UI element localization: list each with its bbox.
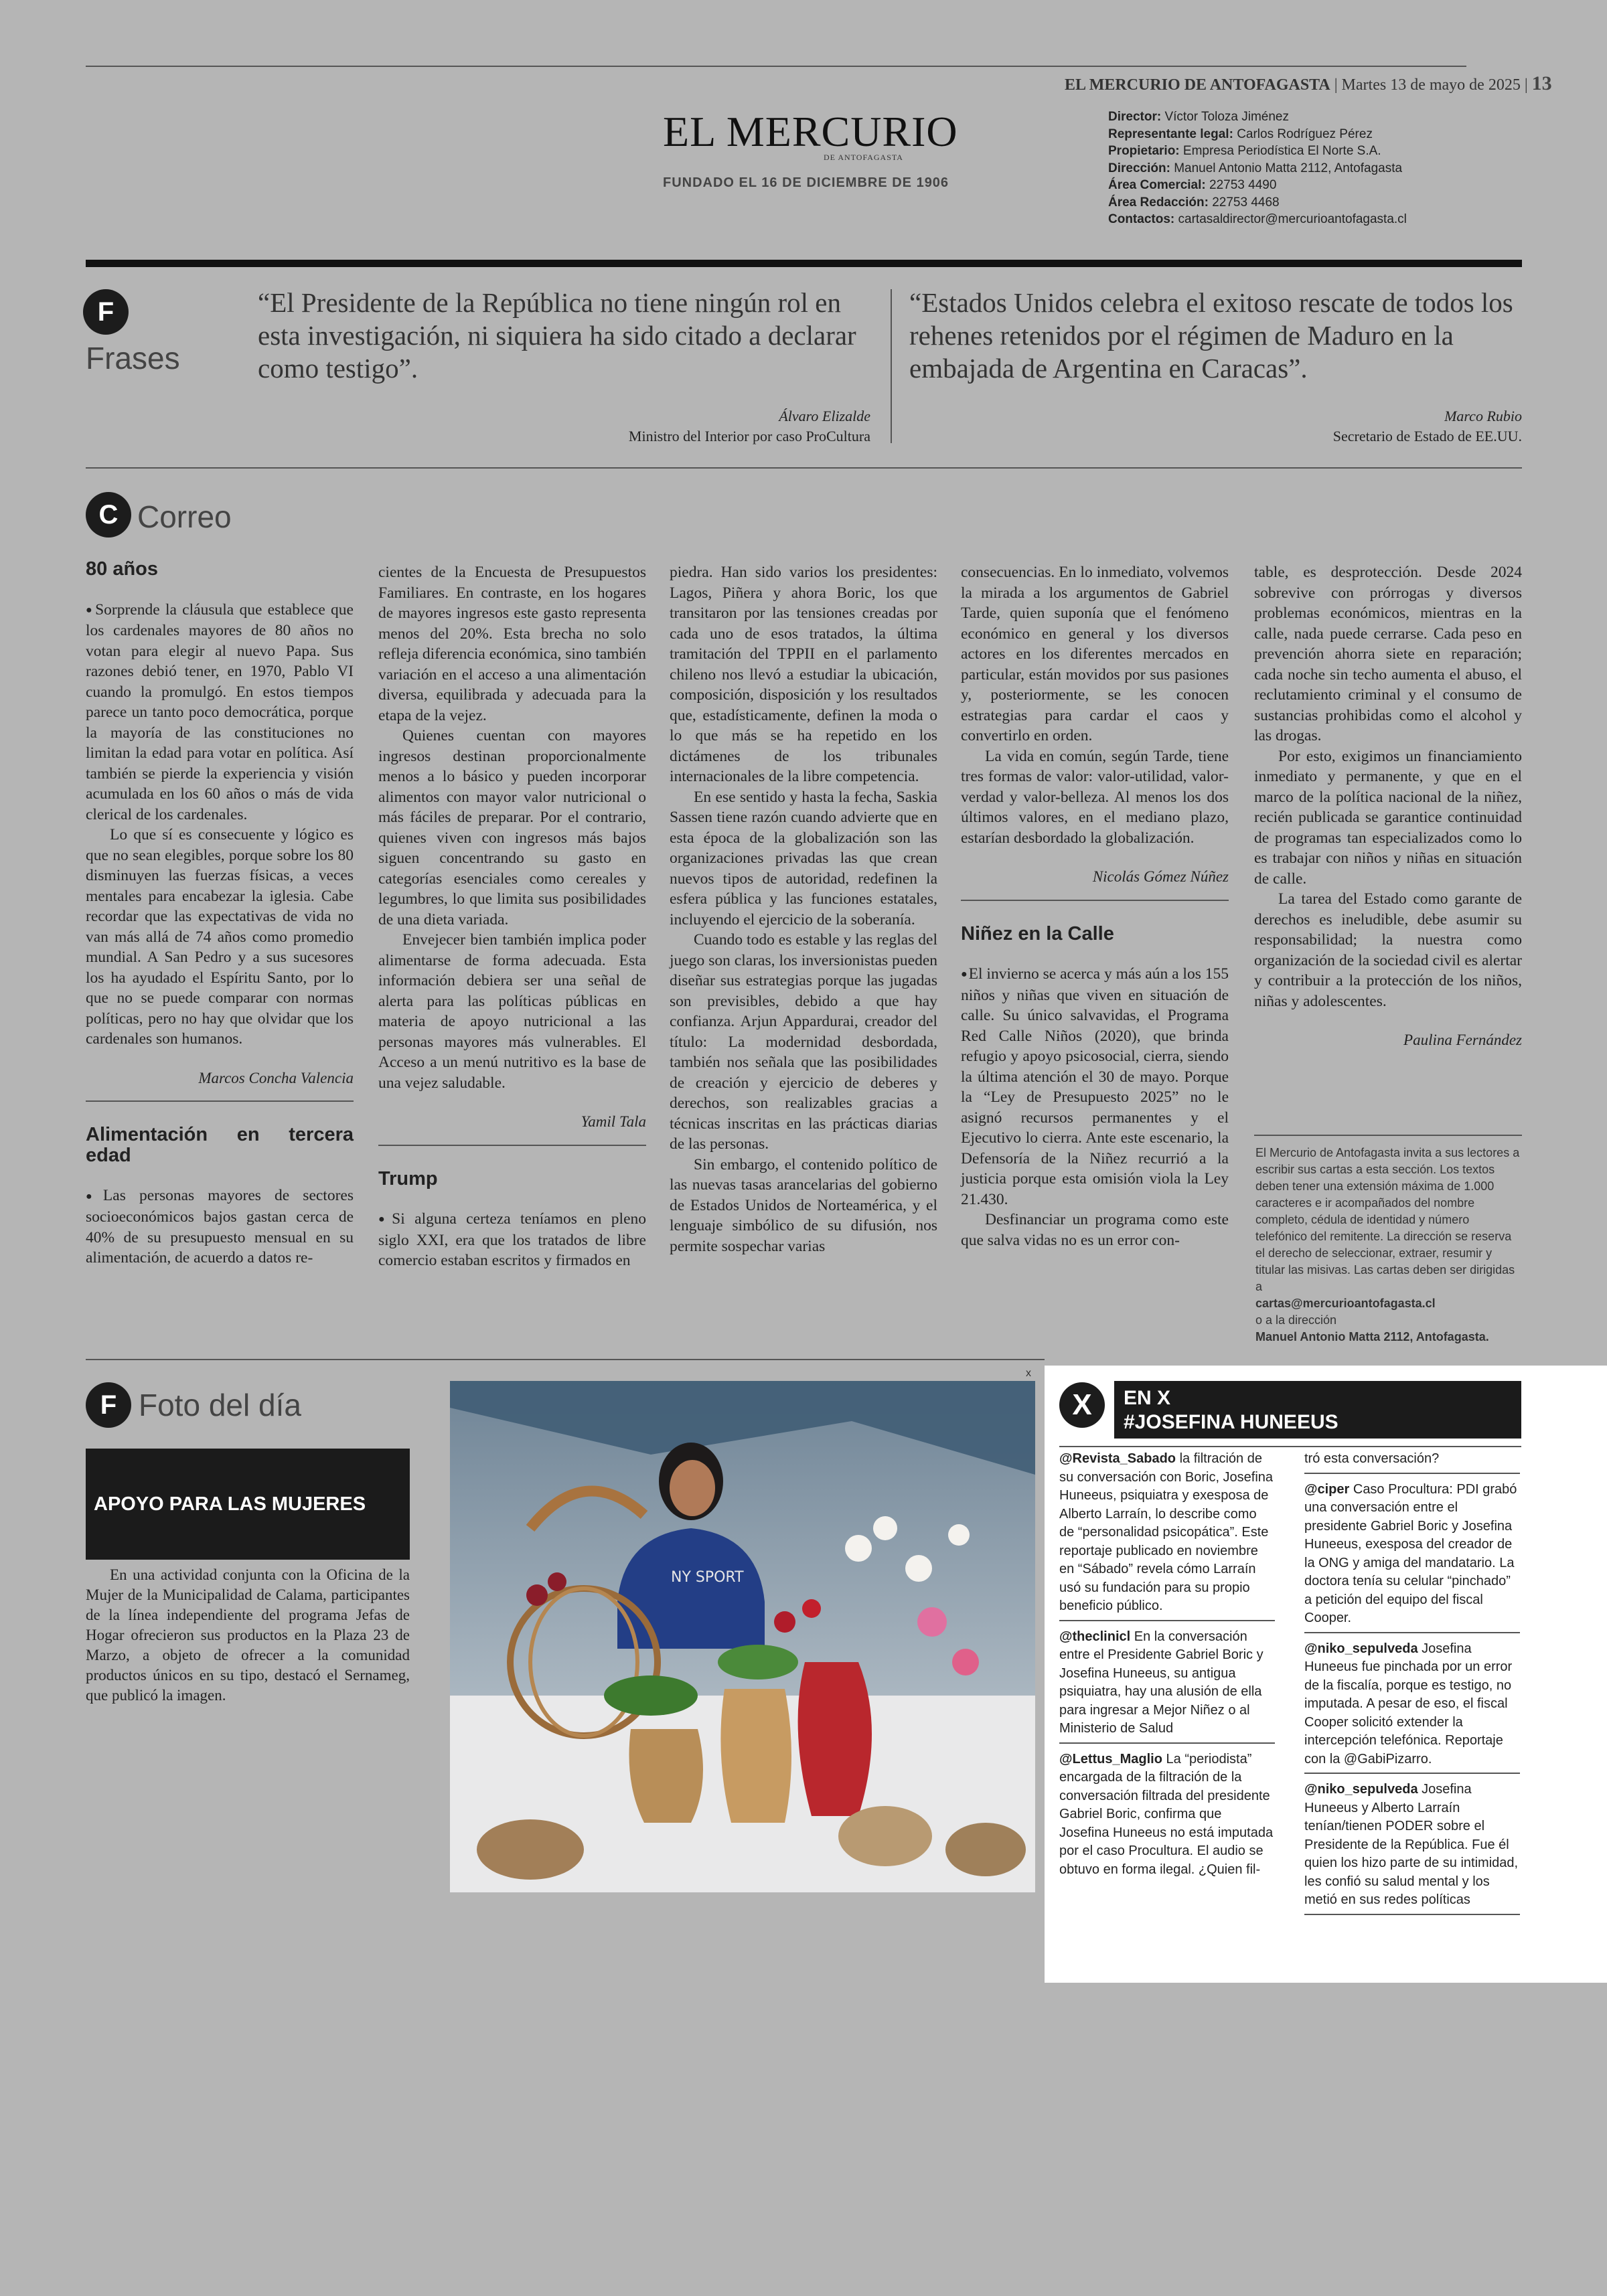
staff-line bbox=[1108, 177, 1407, 194]
frases-title: Frases bbox=[86, 341, 180, 376]
tweet-handle-link[interactable]: @ciper bbox=[1304, 1481, 1350, 1497]
tweet bbox=[1304, 1778, 1520, 1915]
letter-paragraph: Cuando todo es estable y las reglas del juego son claras, los inversionistas pueden diseñar sus estrategias porque las jugadas son previsibles, debido a que hay confianza. Arjun Appardurai, creador del título: La modernidad desbordada, también nos señala que las posibilidades de creación y ejercicio de deberes y derechos, son realizables gracias a técnicas inscritas en las prácticas diarias de las personas. bbox=[670, 931, 937, 1153]
tweet-handle-link[interactable]: @Lettus_Maglio bbox=[1059, 1751, 1162, 1767]
note-text: El Mercurio de Antofagasta invita a sus lectores a escribir sus cartas a esta sección. Los textos deben tener una extensión máxima de 1.000 caracteres e ir acompañados del nombre completo, cédula de identidad y número telefónico del remitente. La dirección se reserva el derecho de seleccionar, extraer, resumir y titular las misivas. Las cartas deben ser dirigidas a bbox=[1255, 1146, 1520, 1293]
staff-label: Dirección: bbox=[1108, 161, 1170, 175]
photo-of-the-day bbox=[450, 1381, 1035, 1892]
masthead-logo-sub: DE ANTOFAGASTA bbox=[824, 153, 903, 162]
page-number: 13 bbox=[1531, 72, 1552, 94]
tweet-handle-link[interactable]: @Revista_Sabado bbox=[1059, 1451, 1176, 1466]
shirt-text: NY SPORT bbox=[671, 1569, 744, 1586]
staff-label: Área Redacción: bbox=[1108, 195, 1209, 210]
masthead-thick-rule bbox=[86, 260, 1522, 267]
letters-submission-note bbox=[1255, 1145, 1523, 1345]
letter-paragraph: Sin embargo, el contenido político de las nuevas tasas arancelarias del gobierno de Estados Unidos de Norteamérica, y el lenguaje simbólico de su difusión, nos permite sospechar varias bbox=[670, 1155, 937, 1255]
tweet bbox=[1304, 1637, 1520, 1775]
tweet-handle-link[interactable]: @niko_sepulveda bbox=[1304, 1782, 1418, 1797]
tweet-text: la filtración de su conversación con Boric, Josefina Huneeus, psiquiatra y exesposa de Alberto Larraín, lo describe como de “personalidad psicopática”. Este reportaje publicado en noviembre en “Sábado” revela cómo Larraín usó su fundación para su propio beneficio público. bbox=[1059, 1451, 1274, 1613]
letter-paragraph: ● Las personas mayores de sectores socioeconómicos bajos gastan cerca de 40% de su presupuesto mensual en su alimentación, de acuerdo a datos re- bbox=[86, 1185, 354, 1268]
quote-1: “El Presidente de la República no tiene ningún rol en esta investigación, ni siquiera ha sido citado a declarar como testigo”. bbox=[258, 287, 856, 384]
foto-badge: F bbox=[86, 1382, 131, 1428]
letter-paragraph: En ese sentido y hasta la fecha, Saskia Sassen tiene razón cuando advierte que en esta época de la globalización son las organizaciones privadas las que crean nuevos tipos de autoridad, redefinen la esfera pública y las funciones estatales, incluyendo el ejercicio de la soberanía. bbox=[670, 788, 937, 928]
staff-label: Director: bbox=[1108, 110, 1162, 124]
staff-label: Área Comercial: bbox=[1108, 178, 1206, 192]
staff-box bbox=[1108, 108, 1407, 228]
close-icon[interactable]: x bbox=[1026, 1368, 1031, 1379]
staff-label: Representante legal: bbox=[1108, 127, 1233, 141]
letter-paragraph: table, es desprotección. Desde 2024 sobrevive con prórrogas y diversos problemas económicos, mientras en la calle, nada puede cerrarse. Cada peso en prevención ahorra siete en reparación; cada noche sin techo aumenta el abuso, el reclutamiento criminal y el consumo de sustancias prohibidas como el alcohol y las drogas. bbox=[1254, 564, 1522, 744]
correo-badge: C bbox=[86, 492, 131, 538]
photo-headline: APOYO PARA LAS MUJERES bbox=[86, 1449, 410, 1560]
letter-paragraph: Por esto, exigimos un financiamiento inmediato y permanente, y que en el marco de la política nacional de la niñez, recién publicada se garantice continuidad de programas tan especializados como lo es trabajar con niños y niñas en situación de calle. bbox=[1254, 747, 1522, 888]
staff-value: 22753 4490 bbox=[1209, 178, 1277, 192]
letters-column-5 bbox=[1254, 562, 1522, 1063]
letter-paragraph: Lo que sí es consecuente y lógico es que no sean elegibles, porque sobre los 80 disminuyen las fuerzas físicas, a veces mentales para encabezar la iglesia. Cabe recordar que las expectativas de vida no van más allá de 74 años como promedio mundial. A San Pedro y a sus sucesores los ha ayudado el Espíritu Santo, por lo que no se puede comparar con normas políticas, pero no hay que olvidar que los cardenales son humanos. bbox=[86, 826, 354, 1048]
letter-paragraph: piedra. Han sido varios los presidentes: Lagos, Piñera y ahora Boric, los que transitaron por las tensiones creadas por cada uno de esos tratados, la última tramitación del TPPII en el parlamento chileno nos llevó a estudiar la ubicación, composición, disposición y los resultados que, estadísticamente, definen la moda o lo que más se ha repetido en los dictámenes de los tribunales internacionales de la libre competencia. bbox=[670, 564, 937, 785]
top-rule bbox=[86, 66, 1466, 67]
letter-signature: Yamil Tala bbox=[581, 1113, 646, 1130]
frases-badge: F bbox=[83, 289, 129, 335]
foto-title: Foto del día bbox=[139, 1388, 301, 1422]
note-email-link[interactable]: cartas@mercurioantofagasta.cl bbox=[1255, 1297, 1436, 1310]
quote-2-attribution bbox=[1120, 406, 1522, 446]
letters-column-3 bbox=[670, 562, 937, 1256]
founded-line: FUNDADO EL 16 DE DICIEMBRE DE 1906 bbox=[663, 175, 949, 190]
staff-value: Manuel Antonio Matta 2112, Antofagasta bbox=[1174, 161, 1403, 175]
quote-1-attribution bbox=[469, 406, 870, 446]
letter-paragraph: ● El invierno se acerca y más aún a los 155 niños y niñas que viven en situación de calle. Su único salvavidas, el Programa Red Calle Niños (2020), que brinda refugio y apoyo psicosocial, cierra, siendo la última atención el 30 de mayo. Porque la “Ley de Presupuesto 2025” no le asignó recursos permanentes y el Ejecutivo lo cierra. Ante este escenario, la Defensoría de la Niñez recurrió a la justicia porque esta omisión viola la Ley 21.430. bbox=[961, 964, 1229, 1210]
staff-label: Contactos: bbox=[1108, 212, 1175, 226]
quote-2-author: Marco Rubio bbox=[1444, 408, 1522, 424]
quote-2: “Estados Unidos celebra el exitoso rescate de todos los rehenes retenidos por el régimen de Maduro en la embajada de Argentina en Caracas”. bbox=[909, 287, 1513, 384]
note-address: Manuel Antonio Matta 2112, Antofagasta. bbox=[1255, 1330, 1489, 1343]
en-x-header bbox=[1114, 1381, 1521, 1439]
staff-line bbox=[1108, 108, 1407, 126]
issue-date: Martes 13 de mayo de 2025 bbox=[1341, 76, 1521, 94]
frases-divider bbox=[891, 289, 892, 443]
tweet-text: Josefina Huneeus y Alberto Larraín tenían/tienen PODER sobre el Presidente de la República. Fue él quien los hizo parte de su intimidad, les confió su salud mental y los metió en sus redes políticas bbox=[1304, 1782, 1519, 1907]
tweet bbox=[1059, 1748, 1275, 1884]
staff-label: Propietario: bbox=[1108, 144, 1180, 158]
tweet-text: En la conversación entre el Presidente Gabriel Boric y Josefina Huneeus, su antigua psiquiatra, hay una alusión de ella para ingresar a Mejor Niñez o al Ministerio de Salud bbox=[1059, 1629, 1264, 1736]
tweet-text: Josefina Huneeus fue pinchada por un error de la fiscalía, porque es testigo, no imputada. A pesar de eso, el fiscal Cooper solicitó extender la intercepción telefónica. Reportaje con la @GabiPizarro. bbox=[1304, 1641, 1513, 1767]
staff-line bbox=[1108, 126, 1407, 143]
paper-name: EL MERCURIO DE ANTOFAGASTA bbox=[1065, 76, 1330, 94]
en-x-title-line1: EN X bbox=[1124, 1387, 1171, 1409]
letter-heading-80-anos: 80 años bbox=[86, 558, 158, 580]
letters-column-4 bbox=[961, 562, 1229, 1250]
letter-paragraph: cientes de la Encuesta de Presupuestos Familiares. En contraste, en los hogares de mayores ingresos este gasto representa menos del 20%. Esta brecha no solo refleja diferencia económica, sino también variación en el acceso a una alimentación diversa, equilibrada y adecuada para la etapa de la vejez. bbox=[378, 564, 646, 724]
letters-column-2 bbox=[378, 562, 646, 1271]
tweet-handle-link[interactable]: @niko_sepulveda bbox=[1304, 1641, 1418, 1656]
letter-signature: Marcos Concha Valencia bbox=[198, 1069, 354, 1086]
letter-signature: Paulina Fernández bbox=[1403, 1032, 1522, 1048]
tweet-text: La “periodista” encargada de la filtración de la conversación filtrada del presidente Gabriel Boric, confirma que Josefina Huneeus no está imputada por el caso Procultura. El audio se obtuvo en forma ilegal. ¿Quien fil- bbox=[1059, 1751, 1274, 1877]
letter-heading-ninez: Niñez en la Calle bbox=[961, 922, 1114, 945]
letter-paragraph: Quienes cuentan con mayores ingresos destinan proporcionalmente menos a lo básico y pueden incorporar alimentos con mayor valor nutricional o más fáciles de preparar. Por el contrario, quienes viven con ingresos más bajos siguen concentrando su gasto en categorías esenciales como cereales y legumbres, lo que limita sus posibilidades de una dieta variada. bbox=[378, 727, 646, 928]
correo-bottom-rule bbox=[86, 1359, 1045, 1360]
frases-bottom-rule bbox=[86, 467, 1522, 469]
tweet bbox=[1059, 1625, 1275, 1744]
photo-illustration bbox=[450, 1381, 1035, 1892]
letter-divider bbox=[86, 1100, 354, 1102]
letter-divider bbox=[961, 900, 1229, 901]
letter-paragraph: La tarea del Estado como garante de derechos es ineludible, debe asumir su responsabilidad; la nuestra como organización de la sociedad civil es alertar y contribuir a la protección de los niños, niñas y adolescentes. bbox=[1254, 890, 1522, 1010]
quote-1-role: Ministro del Interior por caso ProCultura bbox=[628, 428, 870, 444]
note-or: o a la dirección bbox=[1255, 1313, 1337, 1327]
note-rule bbox=[1254, 1135, 1522, 1136]
tweet bbox=[1059, 1447, 1275, 1621]
staff-line bbox=[1108, 143, 1407, 160]
staff-value: Víctor Toloza Jiménez bbox=[1164, 110, 1289, 124]
tweet bbox=[1304, 1447, 1520, 1474]
letter-paragraph: ● Si alguna certeza teníamos en pleno siglo XXI, era que los tratados de libre comercio estaban escritos y firmados en bbox=[378, 1209, 646, 1271]
en-x-column-1 bbox=[1059, 1447, 1275, 1887]
letter-paragraph: Envejecer bien también implica poder alimentarse de forma adecuada. Esta información debiera ser una señal de alerta para las políticas públicas en materia de apoyo nutricional a las personas mayores más vulnerables. El Acceso a un menú nutritivo es la base de una vejez saludable. bbox=[378, 931, 646, 1092]
tweet bbox=[1304, 1478, 1520, 1633]
letters-column-1 bbox=[86, 559, 354, 1268]
letter-paragraph: La vida en común, según Tarde, tiene tres formas de valor: valor-utilidad, valor-verdad y valor-belleza. Al menos los dos últimos valores, en el mediano plazo, estarían desbordado la globalización. bbox=[961, 747, 1229, 847]
tweet-text: Caso Procultura: PDI grabó una conversación entre el presidente Gabriel Boric y Josefina Huneeus, exesposa del creador de la ONG y amiga del mandatario. La doctora tenía su celular “pinchado” a petición del equipo del fiscal Cooper. bbox=[1304, 1481, 1517, 1625]
staff-value: cartasaldirector@mercurioantofagasta.cl bbox=[1178, 212, 1407, 226]
letter-heading-alimentacion: Alimentación en tercera edad bbox=[86, 1124, 354, 1166]
x-logo-icon: X bbox=[1059, 1382, 1105, 1428]
quote-2-role: Secretario de Estado de EE.UU. bbox=[1332, 428, 1522, 444]
letter-paragraph: ● Sorprende la cláusula que establece que los cardenales mayores de 80 años no votan para elegir al nuevo Papa. Sus razones debió tener, en 1970, Pablo VI cuando la promulgó. En estos tiempos parece un tanto poco democrática, porque la mayoría de las constituciones no limitan la edad para votar en política. Así también se pierde la experiencia y visión acumulada en los 60 años o más de vida clerical de los cardenales. bbox=[86, 600, 354, 825]
staff-value: Carlos Rodríguez Pérez bbox=[1237, 127, 1373, 141]
en-x-hashtag: #JOSEFINA HUNEEUS bbox=[1124, 1411, 1338, 1433]
masthead-logo: EL MERCURIO bbox=[663, 108, 958, 155]
tweet-text: tró esta conversación? bbox=[1304, 1451, 1440, 1466]
photo-caption: En una actividad conjunta con la Oficina de la Mujer de la Municipalidad de Calama, participantes de la línea independiente del programa Jefas de Hogar ofrecieron sus productos en la Plaza 23 de Marzo, a objeto de ofrecer a la comunidad productos únicos en su tipo, destacó el Sernameg, que publicó la imagen. bbox=[86, 1566, 410, 1704]
staff-line bbox=[1108, 194, 1407, 212]
staff-value: 22753 4468 bbox=[1212, 195, 1280, 210]
staff-line bbox=[1108, 160, 1407, 177]
en-x-column-2 bbox=[1304, 1447, 1520, 1919]
letter-divider bbox=[378, 1145, 646, 1146]
correo-title: Correo bbox=[137, 499, 232, 534]
letter-heading-trump: Trump bbox=[378, 1167, 438, 1190]
quote-1-author: Álvaro Elizalde bbox=[779, 408, 870, 424]
staff-line bbox=[1108, 211, 1407, 228]
letter-paragraph: consecuencias. En lo inmediato, volvemos la mirada a los argumentos de Gabriel Tarde, quien suponía que el fenómeno económico en general y los diversos actores en los diferentes mercados en particular, están movidos por sus pasiones y, posteriormente, se les conocen estrategias para cardar el caos y convertirlo en orden. bbox=[961, 564, 1229, 744]
tweet-handle-link[interactable]: @theclinicl bbox=[1059, 1629, 1131, 1644]
page-header-line: EL MERCURIO DE ANTOFAGASTA | Martes 13 de mayo de 2025 | 13 bbox=[1065, 72, 1552, 94]
staff-value: Empresa Periodística El Norte S.A. bbox=[1182, 144, 1381, 158]
letter-signature: Nicolás Gómez Núñez bbox=[1092, 868, 1229, 885]
letter-paragraph: Desfinanciar un programa como este que salva vidas no es un error con- bbox=[961, 1211, 1229, 1249]
